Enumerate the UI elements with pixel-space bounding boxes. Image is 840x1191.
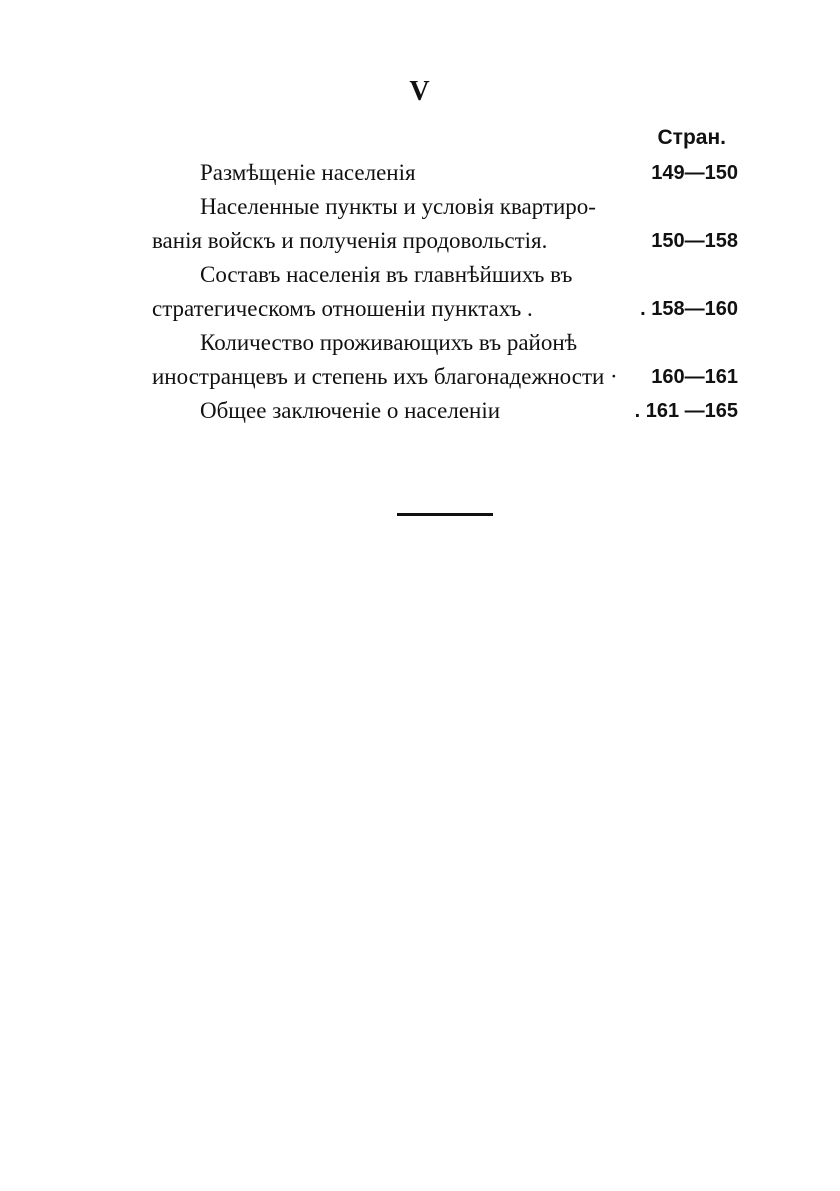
- toc-entry-5-title: Общее заключеніе о населеніи: [200, 398, 501, 423]
- toc-entry-3-line-1: [152, 258, 738, 292]
- toc-entry-4-title-line-1: Количество проживающихъ въ районѣ: [200, 330, 578, 355]
- toc-entry-2-title-line-1: Населенные пункты и условія квартиро-: [200, 194, 596, 219]
- toc-entry-4-line-2: [152, 360, 738, 394]
- table-of-contents: [152, 156, 738, 428]
- toc-entry-5-pages: . 161 —165: [634, 400, 738, 422]
- toc-entry-3-title-line-1: Составъ населенія въ главнѣйшихъ въ: [200, 262, 573, 287]
- page-number: V: [409, 76, 431, 107]
- toc-entry-2-pages: 150—158: [651, 230, 738, 252]
- toc-entry-4-line-1: [152, 326, 738, 360]
- toc-entry-4-title-line-2: иностранцевъ и степень ихъ благонадежности ·: [152, 364, 618, 389]
- toc-entry-1-title: Размѣщеніе населенія: [200, 160, 416, 185]
- toc-entry-2-title-line-2: ванія войскъ и полученія продовольстія.: [152, 228, 548, 253]
- toc-entry-2-line-1: [152, 190, 738, 224]
- toc-entry-2-line-2: [152, 224, 738, 258]
- toc-entry-5: [152, 394, 738, 428]
- toc-entry-4-pages: 160—161: [651, 366, 738, 388]
- toc-entry-3-line-2: [152, 292, 738, 326]
- toc-entry-3-pages: . 158—160: [640, 298, 738, 320]
- toc-entry-1: [152, 156, 738, 190]
- toc-entry-3-title-line-2: стратегическомъ отношеніи пунктахъ .: [152, 296, 533, 321]
- toc-entry-1-pages: 149—150: [651, 162, 738, 184]
- section-divider: [397, 513, 493, 516]
- pages-column-header: Стран.: [657, 126, 726, 149]
